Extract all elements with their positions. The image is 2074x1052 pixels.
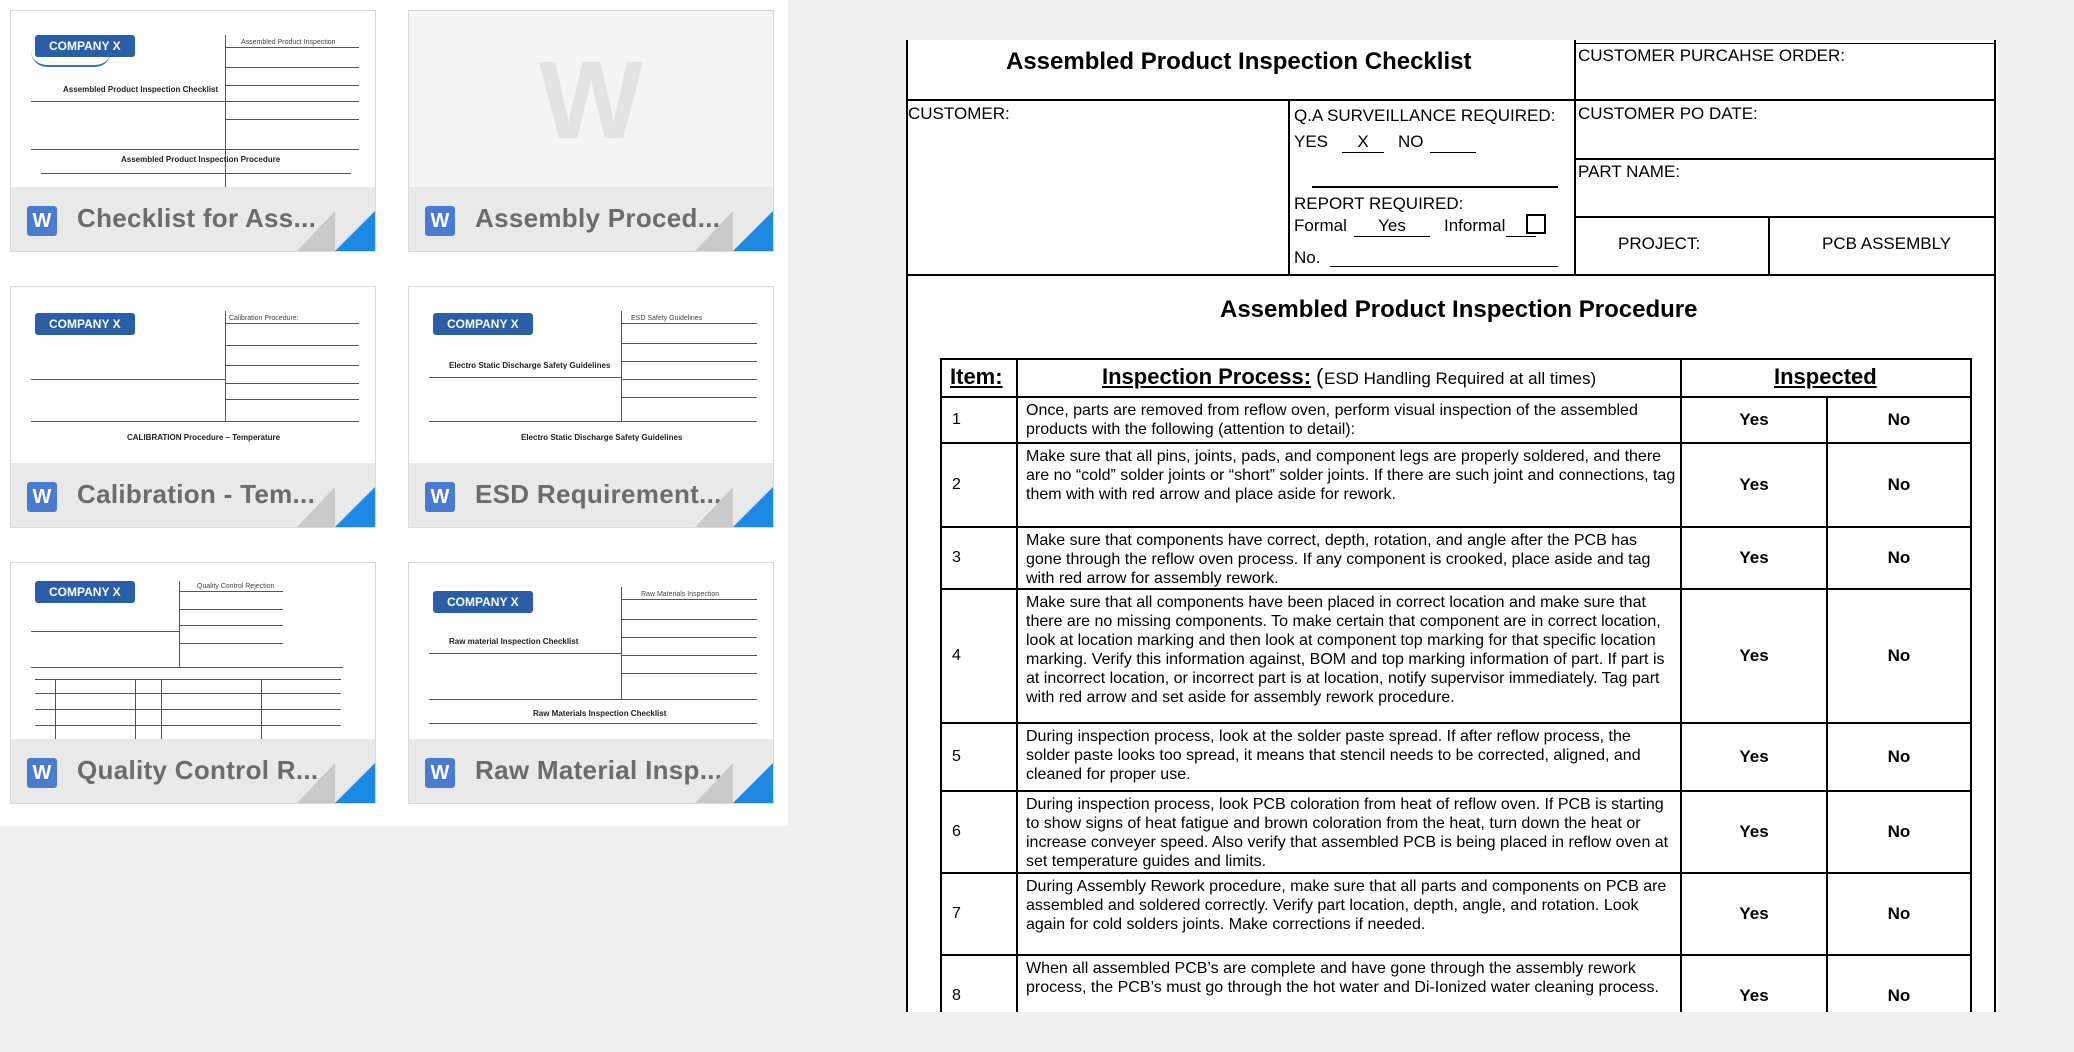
row-no-option: No	[1887, 822, 1911, 841]
qa-no-label: NO	[1398, 132, 1424, 151]
template-thumbnail	[409, 287, 773, 463]
company-logo: COMPANY X	[35, 581, 135, 603]
word-placeholder-icon: W	[539, 39, 643, 162]
thumb-corner-title: Raw Materials Inspection	[641, 591, 720, 598]
thumb-heading: Assembled Product Inspection Checklist	[63, 85, 219, 94]
page-fold-icon	[695, 207, 773, 251]
col-header-process-paren: (	[1316, 364, 1324, 389]
template-card-calibration[interactable]	[10, 286, 376, 528]
col-header-process: Inspection Process:	[1102, 364, 1312, 389]
row-yes-option: Yes	[1739, 986, 1769, 1005]
row-yes-option: Yes	[1739, 904, 1769, 923]
page-fold-icon	[297, 483, 375, 527]
customer-po-label: CUSTOMER PURCAHSE ORDER:	[1578, 46, 1845, 65]
template-title: Checklist for Ass...	[77, 203, 317, 233]
thumb-subheading: Electro Static Discharge Safety Guidelines	[521, 433, 683, 442]
page-fold-icon	[695, 483, 773, 527]
row-process-text: During inspection process, look PCB coloration from heat of reflow oven. If PCB is starting to show signs of heat fatigue and brown coloration from the heat, turn down the heat or increase conveyer speed. Also verify that assembled PCB is being placed in reflow oven at set temperature guides and limits.	[1026, 796, 1669, 870]
template-card-assembly[interactable]	[408, 10, 774, 252]
word-icon: W	[425, 482, 455, 512]
row-no-option: No	[1887, 475, 1911, 494]
row-process-text: During Assembly Rework procedure, make sure that all parts and components on PCB are assembled and soldered correctly. Verify part location, depth, angle, and rotation. Look again for cold solders joints. Make corrections if needed.	[1026, 878, 1667, 933]
row-no-option: No	[1887, 410, 1911, 429]
template-title: Quality Control R...	[77, 755, 319, 785]
thumb-subheading: CALIBRATION Procedure – Temperature	[127, 433, 281, 442]
informal-checkbox	[1526, 214, 1546, 234]
customer-label: CUSTOMER:	[908, 104, 1010, 123]
row-yes-option: Yes	[1739, 646, 1769, 665]
report-required-label: REPORT REQUIRED:	[1294, 194, 1464, 213]
template-card-esd[interactable]	[408, 286, 774, 528]
template-thumbnail	[409, 11, 773, 187]
word-icon: W	[425, 758, 455, 788]
template-gallery	[0, 0, 830, 1052]
thumb-corner-title: Calibration Procedure:	[229, 315, 299, 322]
project-value: PCB ASSEMBLY	[1822, 234, 1952, 253]
row-no-option: No	[1887, 986, 1911, 1005]
row-number: 5	[952, 748, 961, 765]
company-logo: COMPANY X	[433, 313, 533, 335]
template-title: ESD Requirement...	[475, 479, 722, 509]
thumb-subheading: Raw Materials Inspection Checklist	[533, 709, 667, 718]
po-date-label: CUSTOMER PO DATE:	[1578, 104, 1758, 123]
formal-value: Yes	[1354, 216, 1430, 237]
template-card-raw-material[interactable]	[408, 562, 774, 804]
word-icon: W	[425, 206, 455, 236]
thumb-corner-title: Assembled Product Inspection	[241, 39, 336, 46]
row-yes-option: Yes	[1739, 548, 1769, 567]
row-number: 8	[952, 987, 961, 1004]
row-no-option: No	[1887, 548, 1911, 567]
page-fold-icon	[297, 207, 375, 251]
row-yes-option: Yes	[1739, 410, 1769, 429]
qa-surveillance-label: Q.A SURVEILLANCE REQUIRED:	[1294, 106, 1556, 125]
template-title: Calibration - Tem...	[77, 479, 316, 509]
part-name-label: PART NAME:	[1578, 162, 1681, 181]
company-logo: COMPANY X	[35, 313, 135, 335]
thumb-corner-title: ESD Safety Guidelines	[631, 315, 703, 322]
row-number: 7	[952, 905, 961, 922]
row-number: 6	[952, 823, 961, 840]
thumb-corner-title: Quality Control Rejection	[197, 583, 275, 590]
no-label: No.	[1294, 248, 1321, 267]
word-icon: W	[27, 482, 57, 512]
doc-left-border	[906, 40, 908, 1012]
row-process-text: Make sure that components have correct, depth, rotation, and angle after the PCB has gone through the reflow oven process. If any component is crooked, place aside and tag with red arrow for assembly rework.	[1026, 532, 1651, 587]
project-label: PROJECT:	[1618, 234, 1701, 253]
qa-yes-value: X	[1342, 132, 1384, 153]
page-fold-icon	[297, 759, 375, 803]
word-icon: W	[27, 758, 57, 788]
row-process-text: Once, parts are removed from reflow oven, perform visual inspection of the assembled products with the following (attention to detail):	[1026, 402, 1638, 438]
template-title: Assembly Proced...	[475, 203, 721, 233]
row-yes-option: Yes	[1739, 475, 1769, 494]
checklist-title: Assembled Product Inspection Checklist	[1006, 48, 1472, 75]
row-yes-option: Yes	[1739, 822, 1769, 841]
row-number: 2	[952, 476, 961, 493]
word-icon: W	[27, 206, 57, 236]
row-no-option: No	[1887, 904, 1911, 923]
company-logo: COMPANY X	[433, 591, 533, 613]
thumb-subheading: Assembled Product Inspection Procedure	[121, 155, 281, 164]
col-header-inspected: Inspected	[1774, 364, 1877, 389]
thumb-heading: Raw material Inspection Checklist	[449, 637, 579, 646]
thumb-heading: Electro Static Discharge Safety Guidelines	[449, 361, 611, 370]
row-number: 3	[952, 549, 961, 566]
company-logo: COMPANY X	[35, 35, 135, 57]
qa-yes-label: YES	[1294, 132, 1329, 151]
informal-label: Informal	[1444, 216, 1506, 235]
doc-right-border	[1994, 40, 1996, 1012]
template-card-checklist[interactable]	[10, 10, 376, 252]
row-number: 4	[952, 647, 961, 664]
row-process-text: When all assembled PCB’s are complete and have gone through the assembly rework process, the PCB’s must go through the hot water and Di-Ionized water cleaning process.	[1026, 960, 1659, 996]
formal-label: Formal	[1294, 216, 1347, 235]
template-thumbnail	[11, 11, 375, 187]
row-process-text: Make sure that all components have been placed in correct location and make sure that there are no missing components. To make certain that component are in correct location, look at location marking and then look at component top marking for that specific location marking. Verify this information against, BOM and top marking information of part. If part is at incorrect location, or incorrect part is at location, notify supervisor immediately. Tag part with red arrow and set aside for assembly rework procedure.	[1026, 594, 1665, 706]
template-card-quality-control[interactable]	[10, 562, 376, 804]
row-process-text: Make sure that all pins, joints, pads, and component legs are properly soldered, and there are no “cold” solder joints or “short” solder joints. If there are such joint and connections, tag them with with red arrow and place aside for rework.	[1026, 448, 1676, 503]
page-fold-icon	[695, 759, 773, 803]
row-no-option: No	[1887, 747, 1911, 766]
template-thumbnail	[11, 287, 375, 463]
row-yes-option: Yes	[1739, 747, 1769, 766]
template-thumbnail	[409, 563, 773, 739]
col-header-item: Item:	[950, 364, 1003, 389]
row-process-text: During inspection process, look at the solder paste spread. If after reflow process, the solder paste looks too spread, it means that stencil needs to be corrected, aligned, and cleaned for proper use.	[1026, 728, 1641, 783]
row-no-option: No	[1887, 646, 1911, 665]
document-preview	[906, 40, 1998, 1012]
inspection-table	[940, 358, 1972, 1012]
template-title: Raw Material Insp...	[475, 755, 723, 785]
procedure-title: Assembled Product Inspection Procedure	[1220, 296, 1698, 323]
template-thumbnail	[11, 563, 375, 739]
col-header-process-note: ESD Handling Required at all times)	[1324, 369, 1597, 388]
row-number: 1	[952, 411, 961, 428]
logo-swoosh	[31, 51, 111, 67]
